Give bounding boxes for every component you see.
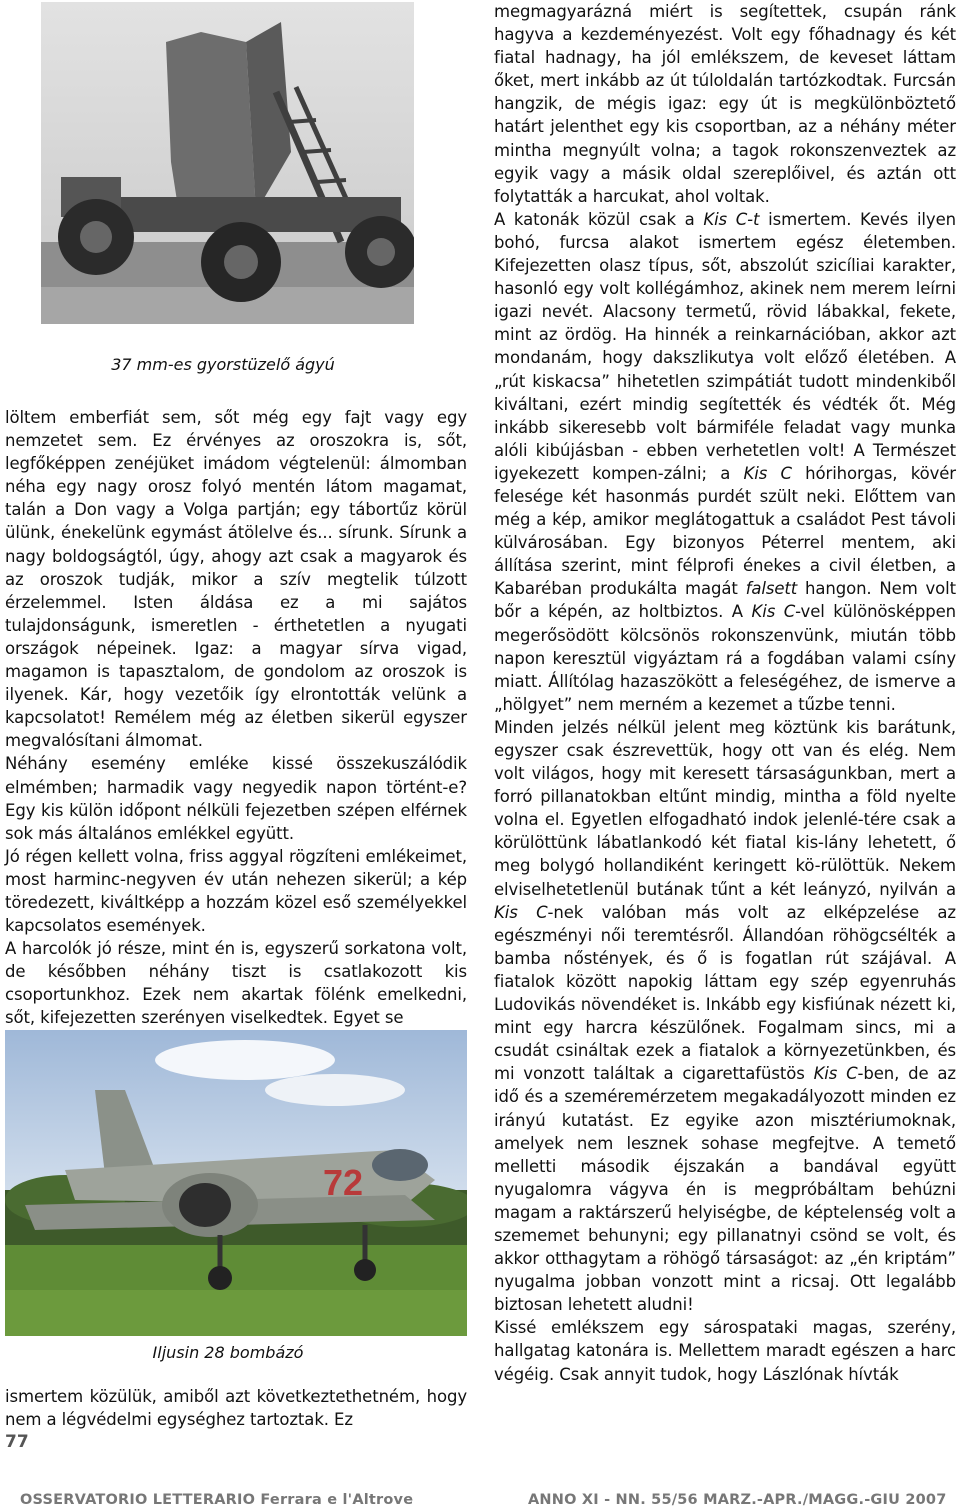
bomber-photo-caption: Iljusin 28 bombázó [152, 1343, 304, 1362]
paragraph: ismertem közülük, amiből azt következtethetném, hogy nem a légvédelmi egységhez tartoztak. Ez [5, 1387, 467, 1430]
paragraph: megmagyarázná miért is segítettek, csupán ránk hagyva a kezdeményezést. Volt egy főhadnagy és két fiatal hadnagy, ha jól emlékszem, de keveset láttam őket, mert inkább az út túloldalán tartózkodtak. Furcsán hangzik, de mégis igaz: egy út is megkülönböztető határt jelenthet egy kis csoportban, az a néhány méter mintha megnyúlt volna; a tagok rokonszenveztek az egyik vagy a másik oldal szereplőivel, és aztán ott folytatták a harcukat, ahol voltak. [494, 2, 956, 206]
page-number: 77 [5, 1432, 29, 1452]
footer-journal-title: OSSERVATORIO LETTERARIO Ferrara e l'Altrove [20, 1492, 414, 1508]
left-column-text [5, 406, 467, 1030]
paragraph: Néhány esemény emléke kissé összekuszálódik elmémben; harmadik vagy negyedik napon történt-e? Egy kis külön időpont nélküli fejezetben szépen elférnek sok más általános emlékkel együtt. [5, 754, 467, 843]
paragraph: A katonák közül csak a Kis C-t ismertem. Kevés ilyen bohó, furcsa alakot ismertem egész életemben. Kifejezetten olasz típus, sőt, abszolút szicíliai karakter, hasonló egy volt kollégámhoz, akinek nem merem leírni igazi nevét. Alacsony termetű, rövid lábakkal, fekete, mint az ördög. Ha hinnék a reinkarnációban, akkor azt mondanám, hogy dakszlikutya volt előző életében. A „rút kiskacsa” hihetetlen szimpátiát tudott mindenkiből kiváltani, ezért mindig segítették és védték őt. Még inkább sikeresebb volt bármiféle feladat vagy munka alóli kibújásban - ebben verhetetlen volt! A Természet igyekezett kompen-zálni; a Kis C hórihorgas, kövér felesége két hasonmás purdét szült neki. Előttem van még a kép, amikor meglátogattuk a családot Pest távoli külvárosában. Egy bizonyos Péterrel mentem, aki állítása szerint, mint félprofi énekes a civil életben, a Kabaréban produkálta magát falsett hangon. Nem volt bőr a képén, az holtbiztos. A Kis C-vel különösképpen megerősödött kölcsönös rokonszenvünk, miután több napon keresztül vigyáztam rá a fogdában valami csíny miatt. Állítólag hazaszökött a feleségéhez, de ismerve a „hölgyet” nem merném a kezemet a tűzbe tenni. [494, 209, 957, 714]
bomber-aircraft-photo [5, 1030, 467, 1336]
paragraph: löltem emberfiát sem, sőt még egy fajt vagy egy nemzetet sem. Ez érvényes az oroszokra is, sőt, legfőképpen zenéjüket imádom végtelenül: álmomban néha egy nagy orosz folyó mentén látom magamat, talán a Don vagy a Volga partján; egy tábortűz körül ülünk, énekelünk egymást átölelve és... sírunk. Sírunk a nagy boldogságtól, úgy, ahogy azt csak a magyarok és az oroszok tudják, mikor a szív megtelik túlzott érzelemmel. Isten áldása ez a mi sajátos tulajdonságunk, ismeretlen - érthetetlen a nyugati országok népeinek. Igaz: a magyar sírva vigad, magamon is tapasztalom, de gondolom az oroszok is ilyenek. Kár, hogy vezetőik így elrontották velünk a kapcsolatot! Remélem még az életben sikerül egyszer megvalósítani álmomat. [5, 408, 467, 751]
gun-photo-caption: 37 mm-es gyorstüzelő ágyú [111, 355, 335, 374]
paragraph: Minden jelzés nélkül jelent meg köztünk kis barátunk, egyszer csak észrevettük, hogy ott van és elég. Nem volt világos, hogy mit keresett társaságunkban, mert a forró pillanatokban eltűnt mindig, mintha a föld nyelte volna el. Egyetlen elfogadható indok jelenlé-tére csak a körülöttünk lábatlankodó két fiatal kis-lány lehetett, ő meg bolygó hollandiként keringett kö-rülöttük. Nekem elviselhetetlenül butának tűnt a két leányzó, nyilván a Kis C-nek valóban más volt az elképzelése az egészményi női teremtésről. Állandóan röhögcsélték a bamba nőstények, és ő is fogatlan rút szájával. A fiatalok között napokig láttam egy szép egyenruhás Ludovikás növendéket is. Inkább egy kisfiúnak nézett ki, mint egy harcra készülőnek. Fogalmam sincs, mi a csudát csináltak ezek a fiatalok a környezetünkben, és mi vonzott találtak a cigarettafüstös Kis C-ben, de az idő és a szeméremérzetem megakadályozott minden ez irányú kutatást. Ez egyike azon misztériumoknak, amelyek nem lesznek sohase megfejtve. A temető melletti második éjszakán a bandával együtt nyugalomra vágyva én is megpróbáltam behúzni magam a raktárszerű helyiségbe, de képtelenség volt a szememet behunyni; egy pillanatnyi csönd se volt, és akkor otthagytam a röhögő társaságot: az „én kriptám” nyugalma jobban vonzott mint a ricsaj. Ott legalább biztosan lehetett aludni! [494, 717, 956, 1315]
footer-issue-info: ANNO XI - NN. 55/56 MARZ.-APR./MAGG.-GIU 2007 [528, 1492, 947, 1508]
paragraph: A harcolók jó része, mint én is, egyszerű sorkatona volt, de későbben néhány tiszt is csatlakozott kis csoportunkhoz. Ezek nem akartak fölénk emelkedni, sőt, kifejezetten szerényen viselkedtek. Egyet se [5, 939, 467, 1028]
aircraft-marking: 72 [323, 1162, 364, 1203]
right-column-text [494, 0, 956, 1386]
paragraph: Jó régen kellett volna, friss aggyal rögzíteni emlékeimet, most harminc-negyven év után nehezen sikerül; a kép töredezett, kiváltképp a hozzám közel eső személyekkel kapcsolatos események. [5, 846, 467, 936]
paragraph: Kissé emlékszem egy sárospataki magas, szerény, hallgatag katonára is. Mellettem maradt egészen a harc végéig. Csak annyit tudok, hogy Lászlónak hívták [494, 1318, 956, 1384]
anti-aircraft-gun-photo [41, 2, 414, 324]
left-column-text-end [5, 1385, 467, 1431]
